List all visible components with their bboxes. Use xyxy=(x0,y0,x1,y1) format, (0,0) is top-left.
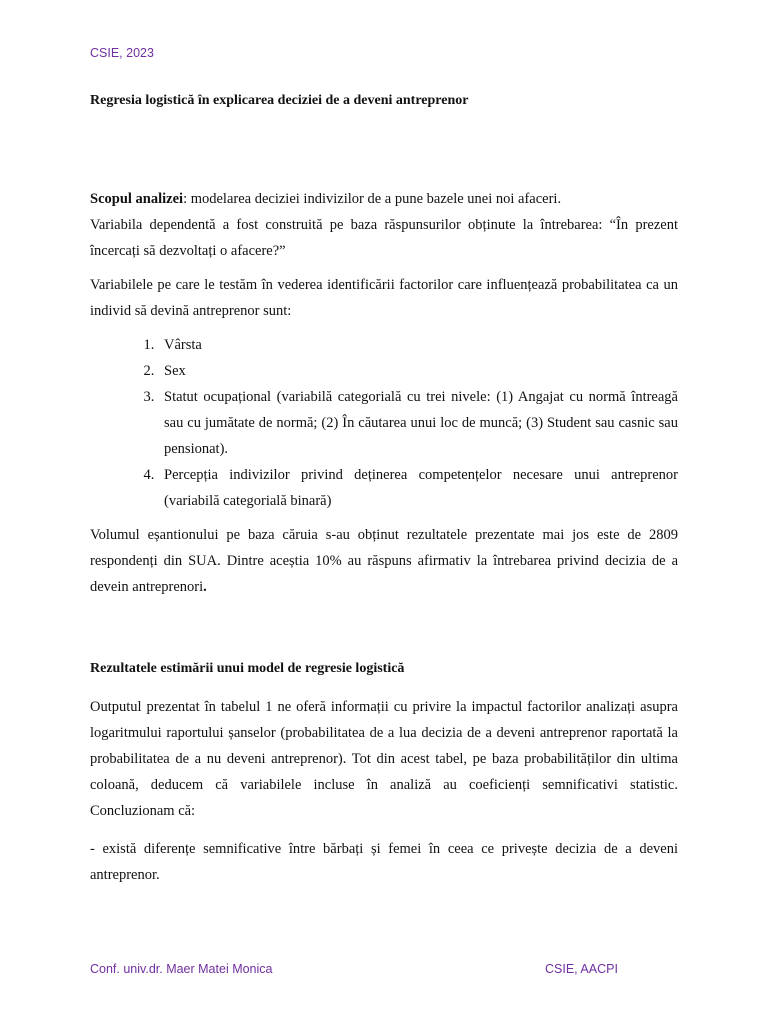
list-item: 3. Statut ocupațional (variabilă categorială cu trei nivele: (1) Angajat cu normă întreagă sau cu jumătate de normă; (2) În căutarea unui loc de muncă; (3) Student sau casnic sau pensionat). xyxy=(158,384,678,462)
page-header: CSIE, 2023 xyxy=(90,46,154,60)
sample-text: Volumul eșantionului pe baza căruia s-au obținut rezultatele prezentate mai jos este de 2809 respondenți din SUA. Dintre aceștia 10% au răspuns afirmativ la întrebarea privind decizia de a devein antreprenori xyxy=(90,527,678,595)
scope-paragraph xyxy=(90,186,678,212)
variables-list xyxy=(90,332,678,514)
document-body xyxy=(90,186,678,888)
scope-label: Scopul analizei xyxy=(90,191,184,207)
results-paragraph: Outputul prezentat în tabelul 1 ne oferă informații cu privire la impactul factorilor analizați asupra logaritmului raportului șanselor (probabilitatea de a lua decizia de a deveni antreprenor raportată la probabilitatea de a nu deveni antreprenor). Tot din acest tabel, pe baza probabilităților din ultima coloană, deducem că variabilele incluse în analiză au coeficienți semnificativi statistic. Concluzionam că: xyxy=(90,699,678,819)
list-item: 2. Sex xyxy=(158,358,678,384)
footer-department: CSIE, AACPI xyxy=(545,962,618,976)
list-item: 4. Percepția indivizilor privind deținerea competențelor necesare unui antreprenor (variabilă categorială binară) xyxy=(158,462,678,514)
results-heading: Rezultatele estimării unui model de regresie logistică xyxy=(90,661,405,676)
scope-text: : modelarea deciziei indivizilor de a pune bazele unei noi afaceri. xyxy=(183,191,562,207)
dependent-variable-paragraph: Variabila dependentă a fost construită pe baza răspunsurilor obținute la întrebarea: “În prezent încercați să dezvoltați o afacere?” xyxy=(90,217,678,259)
sample-paragraph xyxy=(90,522,678,600)
list-item: 1. Vârsta xyxy=(158,332,678,358)
footer-author: Conf. univ.dr. Maer Matei Monica xyxy=(90,962,273,976)
conclusion-paragraph: - există diferențe semnificative între bărbați și femei în ceea ce privește decizia de a deveni antreprenor. xyxy=(90,841,678,883)
document-title: Regresia logistică în explicarea deciziei de a deveni antreprenor xyxy=(90,93,469,108)
variables-intro-paragraph: Variabilele pe care le testăm în vederea identificării factorilor care influențează probabilitatea ca un individ să devină antreprenor sunt: xyxy=(90,277,678,319)
sample-period: . xyxy=(203,579,207,595)
